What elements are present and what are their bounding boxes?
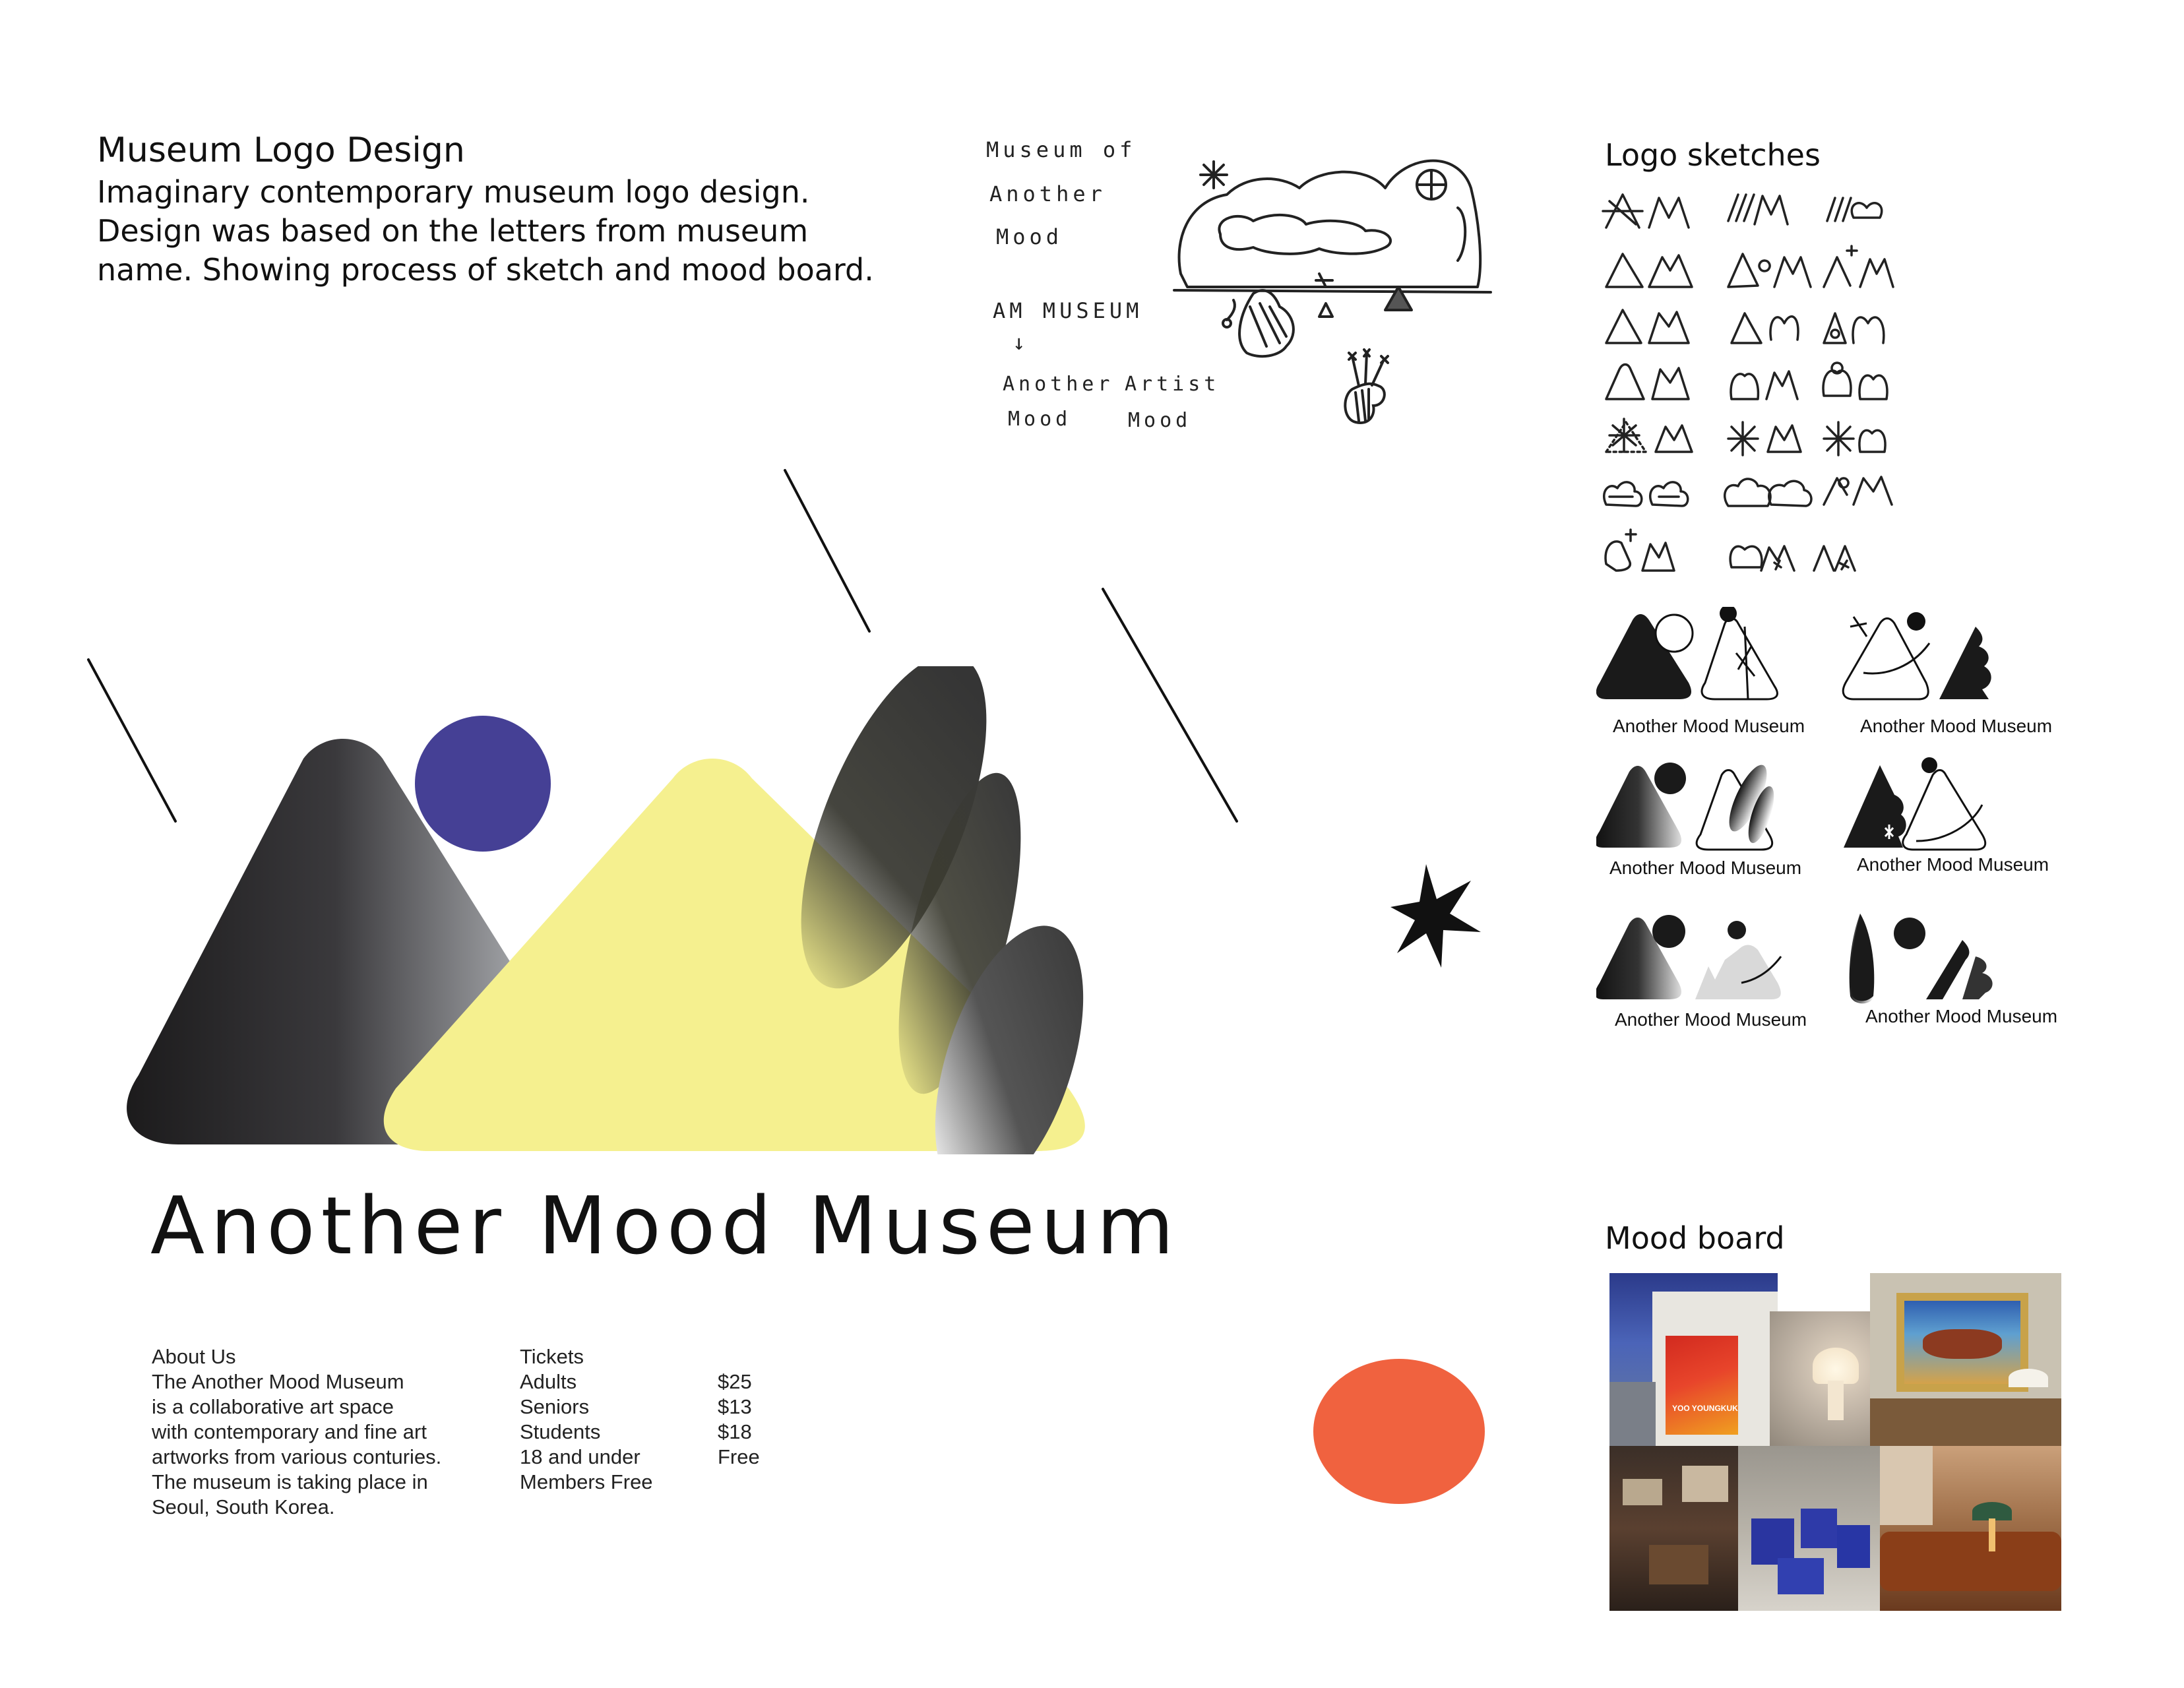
logo-caption: Another Mood Museum <box>1857 854 2049 875</box>
note-am-museum: AM MUSEUM <box>993 298 1143 323</box>
logo-variant-4 <box>1844 757 1985 850</box>
mood-photo-room <box>1609 1446 1741 1611</box>
note-artist: Artist <box>1125 373 1220 396</box>
mood-photo-poster <box>1609 1273 1778 1448</box>
indigo-circle <box>415 716 551 852</box>
about-line: Seoul, South Korea. <box>152 1495 335 1518</box>
logo-variant-1 <box>1596 607 1777 699</box>
note-another-2: Another <box>1003 373 1114 396</box>
refined-logos <box>1596 607 2058 1042</box>
ticket-row <box>520 1445 760 1470</box>
about-line: with contemporary and fine art <box>152 1420 427 1443</box>
logo-variant-5 <box>1596 915 1781 999</box>
logo-variant-3 <box>1596 761 1779 850</box>
ticket-price: $25 <box>718 1370 752 1393</box>
about-line: The museum is taking place in <box>152 1470 428 1493</box>
star-icon <box>1385 861 1491 973</box>
note-mood-3: Mood <box>1128 409 1192 432</box>
ticket-price: Free <box>718 1445 760 1468</box>
ticket-price: $13 <box>718 1395 752 1418</box>
ticket-row <box>520 1394 760 1420</box>
page-title: Museum Logo Design <box>97 131 465 170</box>
ticket-name: Members Free <box>520 1470 653 1493</box>
ticket-row <box>520 1369 760 1394</box>
mood-photo-painting <box>1870 1273 2061 1448</box>
mood-board-title: Mood board <box>1605 1220 1785 1256</box>
museum-name: Another Mood Museum <box>150 1181 1180 1272</box>
description <box>97 173 921 290</box>
ticket-name: Students <box>520 1420 601 1443</box>
poster-text: YOO YOUNGKUK <box>1672 1404 1738 1413</box>
logo-variant-6 <box>1850 914 1993 1003</box>
ticket-name: Seniors <box>520 1395 590 1418</box>
about-line: is a collaborative art space <box>152 1395 394 1418</box>
ticket-row <box>520 1470 760 1495</box>
ticket-row <box>520 1420 760 1445</box>
plant-sketch <box>1332 343 1412 429</box>
about-section <box>152 1344 441 1520</box>
about-line: The Another Mood Museum <box>152 1370 404 1393</box>
description-line: Design was based on the letters from museum <box>97 213 809 249</box>
logo-sketch-grid <box>1596 181 1939 584</box>
tickets-section <box>520 1344 760 1495</box>
logo-caption: Another Mood Museum <box>1613 716 1805 736</box>
logo-variant-2 <box>1843 612 1991 699</box>
tickets-heading: Tickets <box>520 1345 584 1368</box>
note-mood: Mood <box>996 224 1063 249</box>
about-line: artworks from various conturies. <box>152 1445 442 1468</box>
logo-caption: Another Mood Museum <box>1860 716 2053 736</box>
main-logo <box>125 666 1115 1154</box>
logo-caption: Another Mood Museum <box>1865 1006 2058 1026</box>
logo-caption: Another Mood Museum <box>1615 1009 1807 1030</box>
note-mood-2: Mood <box>1008 408 1072 431</box>
orange-circle <box>1313 1359 1491 1511</box>
description-line: Imaginary contemporary museum logo design. <box>97 174 810 210</box>
ticket-name: 18 and under <box>520 1445 640 1468</box>
note-another: Another <box>989 181 1106 206</box>
mood-photo-chairs <box>1738 1446 1883 1611</box>
mood-board <box>1609 1273 2184 1611</box>
note-arrow: ↓ <box>1013 330 1026 355</box>
note-museum-of: Museum of <box>986 137 1137 162</box>
ticket-name: Adults <box>520 1370 577 1393</box>
logo-sketches-title: Logo sketches <box>1605 137 1821 173</box>
about-heading: About Us <box>152 1345 236 1368</box>
logo-caption: Another Mood Museum <box>1609 858 1802 878</box>
description-line: name. Showing process of sketch and mood board. <box>97 252 874 288</box>
ticket-price: $18 <box>718 1420 752 1443</box>
mood-photo-sofa <box>1880 1446 2061 1611</box>
